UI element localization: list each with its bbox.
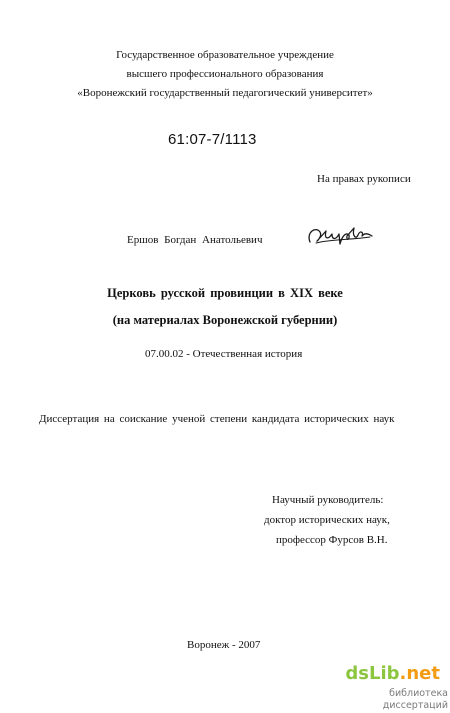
dslib-logo <box>345 663 440 685</box>
institution-line-1: Государственное образовательное учреждение <box>116 49 334 61</box>
supervisor-name: профессор Фурсов В.Н. <box>276 534 388 546</box>
manuscript-rights-note: На правах рукописи <box>317 173 411 185</box>
signature-icon <box>302 222 374 252</box>
dslib-logo-tld: .net <box>399 663 440 684</box>
place-and-year: Воронеж - 2007 <box>187 639 261 651</box>
dslib-watermark <box>345 663 448 711</box>
institution-line-3: «Воронежский государственный педагогический университет» <box>77 87 373 99</box>
catalog-code: 61:07-7/1113 <box>168 131 257 148</box>
institution-line-2: высшего профессионального образования <box>126 68 324 80</box>
dslib-logo-main: dsLib <box>345 663 400 684</box>
dissertation-title-line-2: (на материалах Воронежской губернии) <box>112 313 338 327</box>
supervisor-label: Научный руководитель: <box>272 494 384 506</box>
dissertation-title-line-1: Церковь русской провинции в XIX веке <box>107 286 343 300</box>
author-name: Ершов Богдан Анатольевич <box>127 234 263 246</box>
supervisor-degree: доктор исторических наук, <box>264 514 390 526</box>
dslib-caption: библиотека диссертаций <box>382 688 448 711</box>
specialty-code: 07.00.02 - Отечественная история <box>145 348 303 360</box>
degree-statement: Диссертация на соискание ученой степени кандидата исторических наук <box>39 413 395 425</box>
